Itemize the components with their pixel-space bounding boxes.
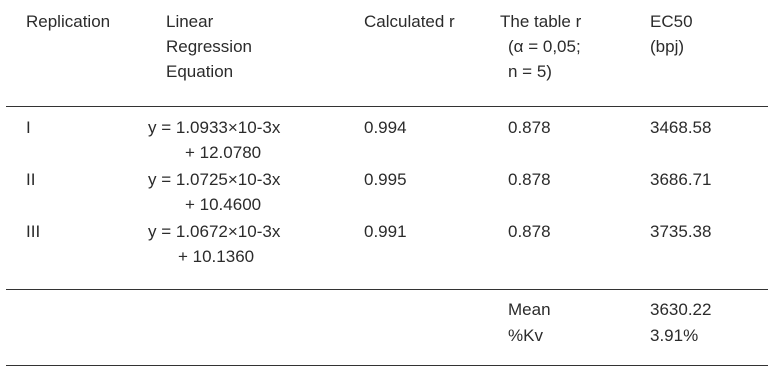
header-equation: Linear Regression Equation bbox=[166, 12, 252, 81]
cell-table-r: 0.878 bbox=[508, 170, 551, 189]
cell-equation: y = 1.0933×10-3x + 12.0780 bbox=[148, 118, 281, 162]
cell-equation: y = 1.0725×10-3x + 10.4600 bbox=[148, 170, 281, 214]
bottom-rule bbox=[6, 365, 768, 366]
cell-ec50: 3468.58 bbox=[650, 118, 712, 137]
cell-replication: II bbox=[26, 170, 36, 189]
summary-value-mean: 3630.22 bbox=[650, 300, 712, 319]
cell-table-r: 0.878 bbox=[508, 222, 551, 241]
cell-equation: y = 1.0672×10-3x + 10.1360 bbox=[148, 222, 281, 266]
cell-ec50: 3735.38 bbox=[650, 222, 712, 241]
header-replication: Replication bbox=[26, 12, 111, 31]
cell-replication: III bbox=[26, 222, 41, 241]
summary-divider bbox=[6, 289, 768, 290]
summary-label-mean: Mean bbox=[508, 300, 551, 319]
cell-table-r: 0.878 bbox=[508, 118, 551, 137]
header-calculated-r: Calculated r bbox=[364, 12, 455, 31]
cell-calculated-r: 0.994 bbox=[364, 118, 407, 137]
cell-calculated-r: 0.991 bbox=[364, 222, 407, 241]
summary-value-kv: 3.91% bbox=[650, 326, 699, 345]
cell-replication: I bbox=[26, 118, 31, 137]
header-table-r: The table r (α = 0,05; n = 5) bbox=[500, 12, 582, 81]
summary-label-kv: %Kv bbox=[508, 326, 543, 345]
cell-calculated-r: 0.995 bbox=[364, 170, 407, 189]
cell-ec50: 3686.71 bbox=[650, 170, 712, 189]
header-ec50: EC50 (bpj) bbox=[650, 12, 693, 56]
header-divider bbox=[6, 106, 768, 107]
